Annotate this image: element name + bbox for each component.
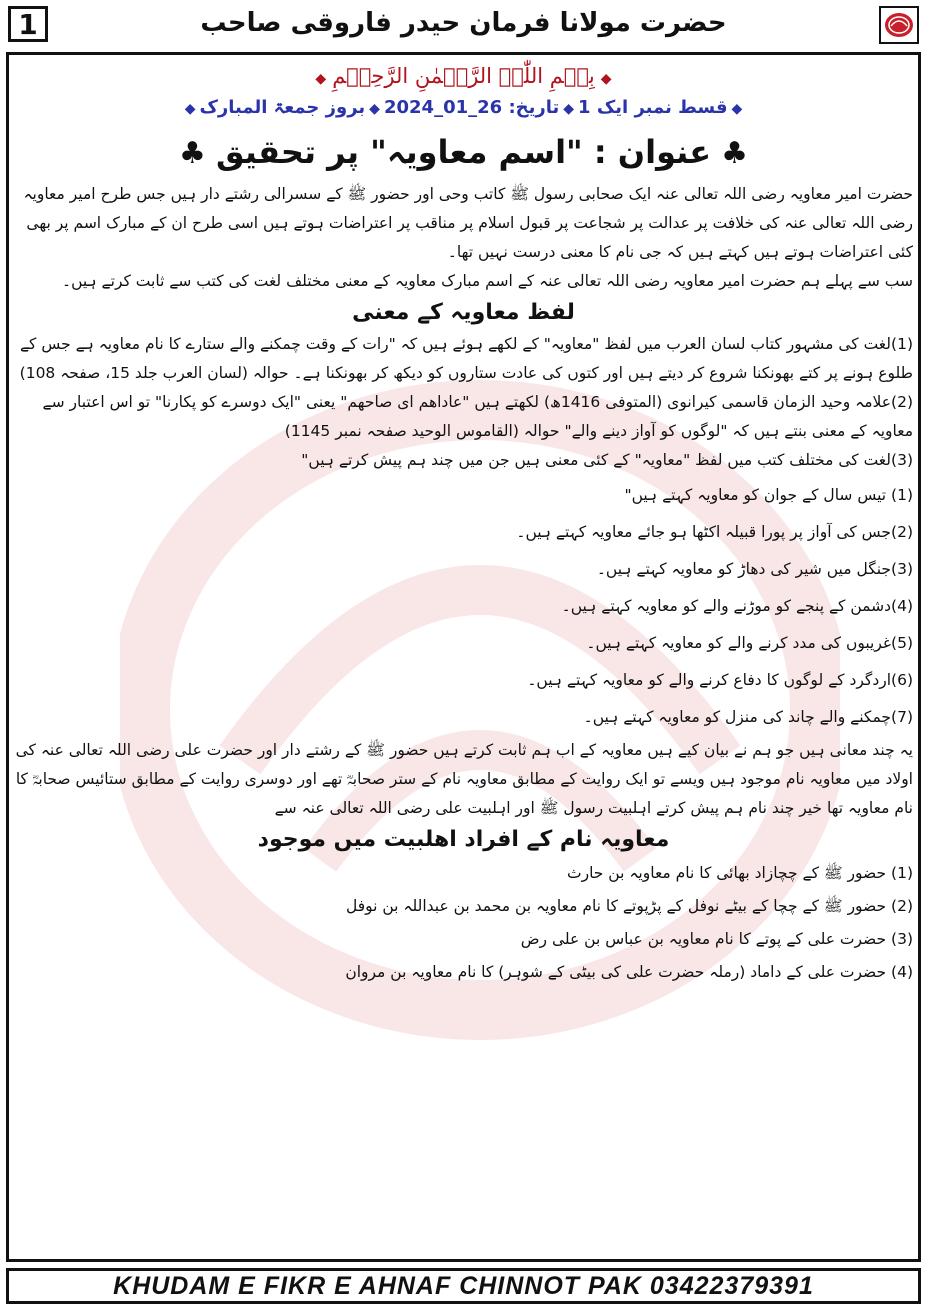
family-item: (1) حضور ﷺ کے چچازاد بھائی کا نام معاویہ بن حارث <box>567 864 913 882</box>
diamond-icon: ◆ <box>600 71 612 87</box>
club-icon: ♣ <box>179 136 206 171</box>
diamond-icon: ◆ <box>563 101 575 117</box>
family-item: (4) حضرت علی کے داماد (رملہ حضرت علی کی بیٹی کے شوہر) کا نام معاویہ بن مروان <box>345 963 913 981</box>
installment-day: بروز جمعۃ المبارک <box>199 97 366 118</box>
sub-meaning-item: (1) تیس سال کے جوان کو معاویہ کہتے ہیں" <box>624 486 913 504</box>
installment-line <box>14 92 913 124</box>
article-content <box>14 60 913 989</box>
header-title: حضرت مولانا فرمان حیدر فاروقی صاحب <box>200 8 727 38</box>
meaning-heading: لفظ معاویہ کے معنی <box>352 300 575 325</box>
family-heading: معاویہ نام کے افراد اھلبیت میں موجود <box>257 827 670 852</box>
meaning-item: (3)لغت کی مختلف کتب میں لفظ "معاویہ" کے کئی معنی ہیں جن میں چند ہم پیش کرتے ہیں" <box>301 451 913 469</box>
diamond-icon: ◆ <box>184 101 196 117</box>
second-paragraph: سب سے پہلے ہم حضرت امیر معاویہ رضی اللہ تعالی عنہ کے اسم مبارک معاویہ کے معنی مختلف لغت کی کتب سے ثابت کرتے ہیں۔ <box>61 272 913 290</box>
family-item: (3) حضرت علی کے پوتے کا نام معاویہ بن عباس بن علی رض <box>520 930 913 948</box>
sub-meaning-item: (5)غریبوں کی مدد کرنے والے کو معاویہ کہتے ہیں۔ <box>586 634 913 652</box>
installment-number: قسط نمبر ایک 1 <box>578 97 728 118</box>
installment-date: تاریخ: 26_01_2024 <box>383 97 560 118</box>
logo-icon <box>879 6 919 44</box>
page-number <box>8 6 48 42</box>
family-item: (2) حضور ﷺ کے چچا کے بیٹے نوفل کے پڑپوتے کا نام معاویہ بن محمد بن عبداللہ بن نوفل <box>345 897 913 915</box>
diamond-icon: ◆ <box>315 71 327 87</box>
sub-meaning-item: (2)جس کی آواز پر پورا قبیلہ اکٹھا ہو جائے معاویہ کہتے ہیں۔ <box>516 523 913 541</box>
diamond-icon: ◆ <box>731 101 743 117</box>
intro-paragraph: حضرت امیر معاویہ رضی اللہ تعالی عنہ ایک صحابی رسول ﷺ کاتب وحی اور حضور ﷺ کے سسرالی رشتے دار ہیں جس طرح امیر معاویہ رضی اللہ تعالی عنہ کی خلافت پر عدالت پر شجاعت پر قبول اسلام پر مناقب پر اعتراضات ہوتے ہیں اسی طرح ان کے مبارک اسم پر بھی کئی اعتراضات ہوتے ہیں کہتے ہیں کہ جی نام کا معنی درست نہیں تھا۔ <box>23 185 913 261</box>
bismillah-text: بِسۡمِ اللّٰہِ الرَّحۡمٰنِ الرَّحِیۡمِ <box>332 64 595 88</box>
diamond-icon: ◆ <box>369 101 380 117</box>
sub-meaning-item: (4)دشمن کے پنجے کو موڑنے والے کو معاویہ کہتے ہیں۔ <box>561 597 913 615</box>
club-icon: ♣ <box>721 136 748 171</box>
third-paragraph: یہ چند معانی ہیں جو ہم نے بیان کیے ہیں معاویہ کے اب ہم ثابت کرتے ہیں حضور ﷺ کے رشتے دار اور حضرت علی رضی اللہ تعالی عنہ کی اولاد میں معاویہ نام موجود ہیں ویسے تو ایک روایت کے مطابق معاویہ نام کے ستر صحابہؓ تھے اور دوسری روایت کے مطابق ستائیس صحابہؓ کا نام معاویہ تھا خیر چند نام ہم پیش کرتے اہلبیت رسول ﷺ اور اہلبیت علی رضی اللہ تعالی عنہ سے <box>15 741 913 817</box>
sub-meaning-item: (3)جنگل میں شیر کی دھاڑ کو معاویہ کہتے ہیں۔ <box>596 560 913 578</box>
footer-banner: KHUDAM E FIKR E AHNAF CHINNOT PAK 03422379391 <box>6 1268 921 1304</box>
page-number-text: 1 <box>18 7 38 41</box>
article-title-text: عنوان : "اسم معاویہ" پر تحقیق <box>215 133 712 171</box>
meaning-item: (1)لغت کی مشہور کتاب لسان العرب میں لفظ "معاویہ" کے لکھے ہوئے ہیں کہ "رات کے وقت چمکنے والے ستارے کا نام معاویہ ہے جس کے طلوع ہونے پر کتے بھونکنا شروع کر دیتے ہیں اور کتوں کی عادت ستاروں کو دیکھ کر بھونکنا ہے۔ حوالہ (لسان العرب جلد 15، صفحہ 108) <box>19 335 913 382</box>
sub-meaning-item: (7)چمکنے والے چاند کی منزل کو معاویہ کہتے ہیں۔ <box>583 708 913 726</box>
meaning-item: (2)علامہ وحید الزمان قاسمی کیرانوی (المتوفی 1416ھ) لکھتے ہیں "عاداھم ای صاحھم" یعنی "ایک دوسرے کو پکارنا" تو اس اعتبار سے معاویہ کے معنی بنتے ہیں کہ "لوگوں کو آواز دینے والے" حوالہ (القاموس الوحید صفحہ نمبر 1145) <box>42 393 913 440</box>
article-title <box>14 124 913 180</box>
sub-meaning-item: (6)اردگرد کے لوگوں کا دفاع کرنے والے کو معاویہ کہتے ہیں۔ <box>527 671 913 689</box>
bismillah-line <box>14 60 913 92</box>
